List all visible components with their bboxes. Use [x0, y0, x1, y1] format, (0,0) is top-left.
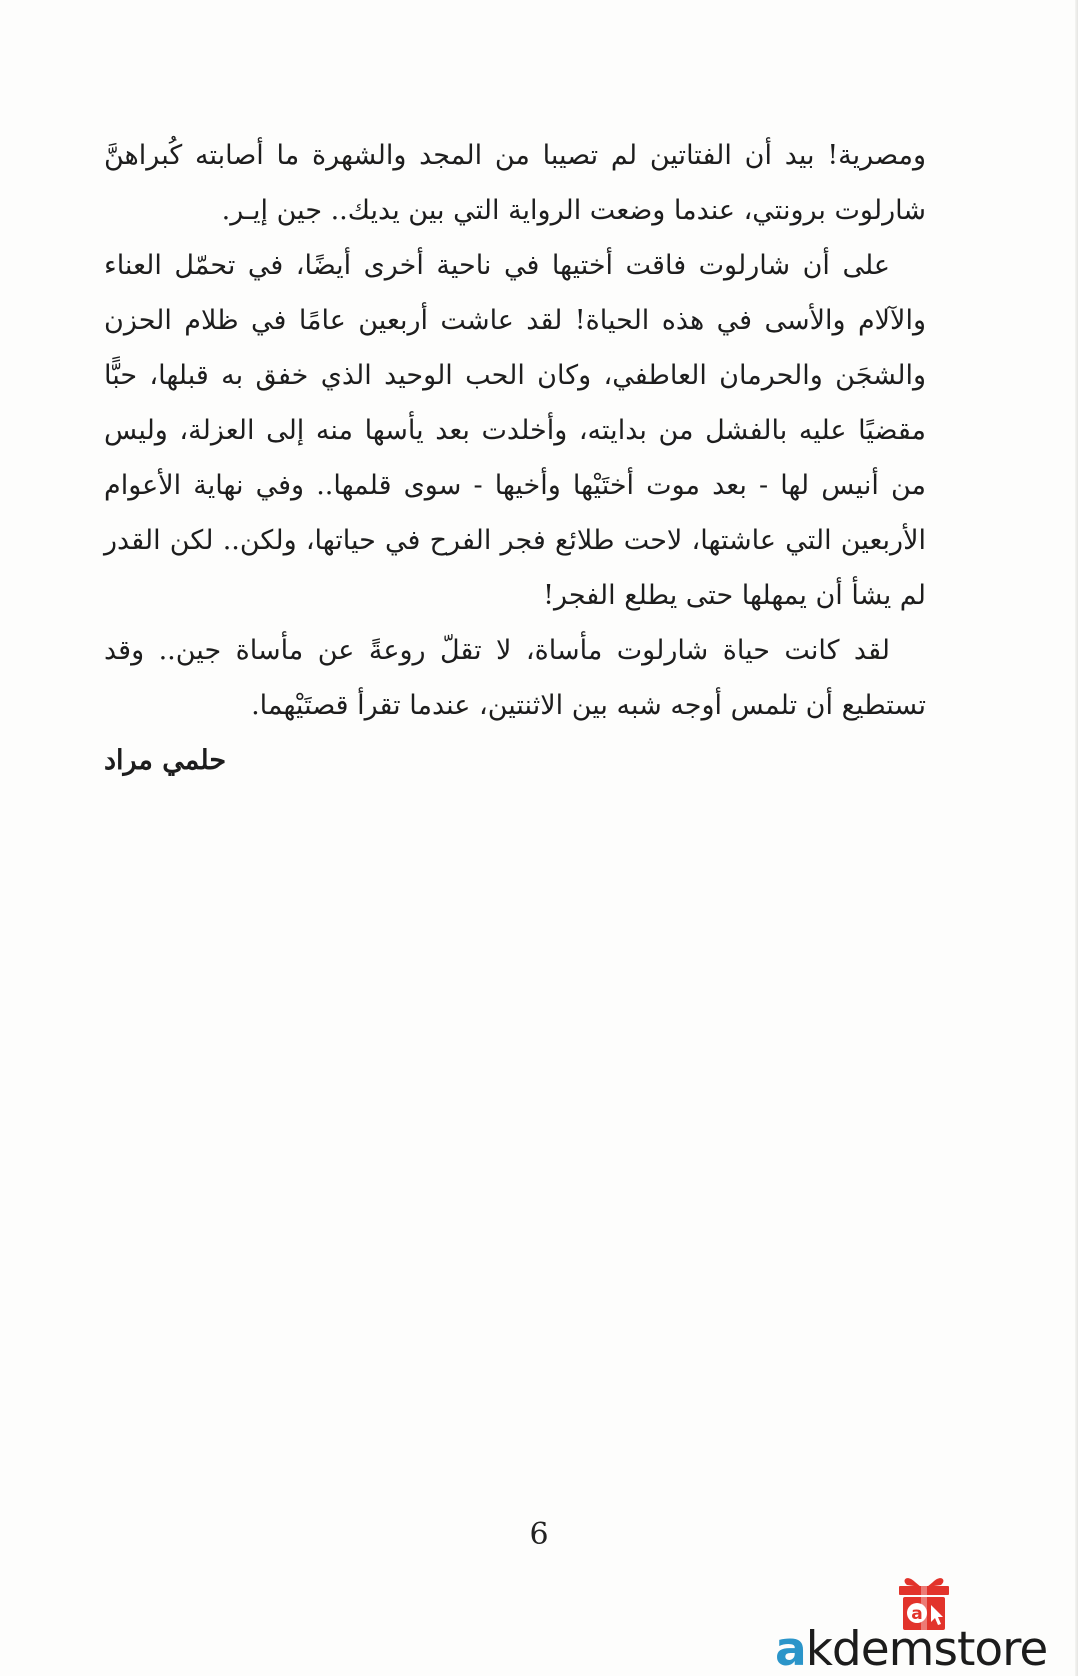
paragraph-1: ومصرية! بيد أن الفتاتين لم تصيبا من المجد والشهرة ما أصابته كُبراهنَّ شارلوت برونتي، عندما وضعت الرواية التي بين يديك.. جين إيـر.	[104, 140, 926, 226]
store-name-prefix: a	[775, 1622, 806, 1677]
body-text	[104, 128, 926, 788]
store-watermark	[775, 1572, 1078, 1676]
author-signature: حلمي مراد	[104, 745, 227, 776]
store-name	[775, 1622, 1078, 1677]
icon-letter: a	[911, 1604, 923, 1624]
paragraph-3: لقد كانت حياة شارلوت مأساة، لا تقلّ روعةً عن مأساة جين.. وقد تستطيع أن تلمس أوجه شبه بين الاثنتين، عندما تقرأ قصتَيْهما.	[104, 635, 926, 721]
page-number: 6	[529, 1517, 549, 1552]
store-name-rest: kdemstore	[805, 1622, 1048, 1677]
paragraph-2: على أن شارلوت فاقت أختيها في ناحية أخرى أيضًا، في تحمّل العناء والآلام والأسى في هذه الحياة! لقد عاشت أربعين عامًا في ظلام الحزن والشجَن والحرمان العاطفي، وكان الحب الوحيد الذي خفق به قبلها، حبًّا مقضيًا عليه بالفشل من بدايته، وأخلدت بعد يأسها منه إلى العزلة، وليس من أنيس لها - بعد موت أختَيْها وأخيها - سوى قلمها.. وفي نهاية الأعوام الأربعين التي عاشتها، لاحت طلائع فجر الفرح في حياتها، ولكن.. لكن القدر لم يشأ أن يمهلها حتى يطلع الفجر!	[104, 250, 926, 611]
